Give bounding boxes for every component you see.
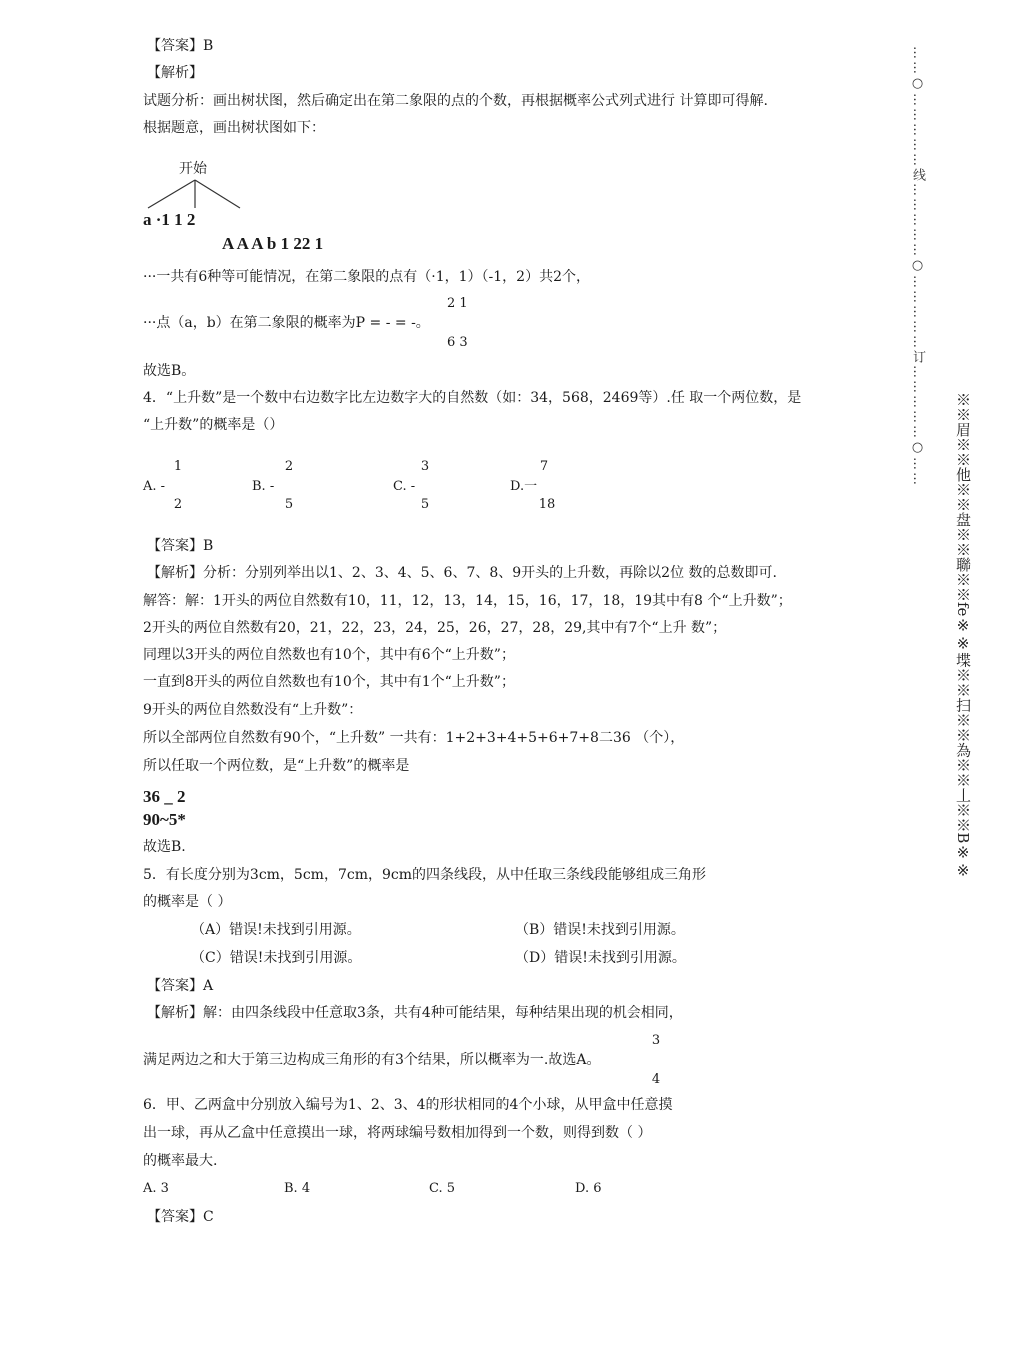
q4-conclusion: 故选B.	[143, 839, 186, 855]
vertical-watermark: ※※眉※※他※※盘※※聯※※fe※※堞※※扫※※為※※丄※※B※※	[954, 392, 972, 880]
q6-stem-line3: 的概率最大.	[143, 1153, 218, 1169]
q5-answer: 【答案】A	[147, 978, 214, 994]
q6-option-a: A. 3	[143, 1181, 169, 1196]
q5-option-d: （D）错误!未找到引用源。	[515, 950, 686, 966]
q3-fraction-denominators: 6 3	[447, 335, 468, 350]
q4-option-c-denominator: 5	[420, 497, 430, 512]
q4-solution-line: 同理以3开头的两位自然数也有10个，其中有6个“上升数”；	[143, 647, 515, 663]
q3-result-line2: ···点（a，b）在第二象限的概率为P = - = -。	[143, 315, 430, 331]
q5-option-a: （A）错误!未找到引用源。	[191, 922, 361, 938]
q4-stem-line1: 4．“上升数”是一个数中右边数字比左边数字大的自然数（如：34，568，2469等）.任 取一个两位数，是	[143, 390, 802, 406]
q6-stem-line2: 出一球，再从乙盒中任意摸出一球，将两球编号数相加得到一个数，则得到数（ ）	[143, 1125, 652, 1141]
q4-option-b-numerator: 2	[284, 459, 294, 474]
q6-option-b: B. 4	[284, 1181, 311, 1196]
q4-solution-line: 所以任取一个两位数，是“上升数”的概率是	[143, 758, 410, 774]
tree-row1: a ·1 1 2	[143, 210, 196, 229]
q3-analysis-line2: 根据题意，画出树状图如下：	[143, 120, 325, 136]
q3-conclusion: 故选B。	[143, 363, 196, 379]
q4-option-d-denominator: 18	[538, 497, 556, 512]
q5-option-b: （B）错误!未找到引用源。	[515, 922, 685, 938]
q3-result-line1: ···一共有6种等可能情况，在第二象限的点有（·1，1）（-1，2）共2个，	[143, 269, 590, 285]
q4-option-b-label: B. -	[252, 479, 275, 494]
tree-branch-right	[195, 180, 240, 208]
q5-fraction-denominator: 4	[651, 1072, 661, 1087]
tree-row2: A A A b 1 22 1	[222, 234, 324, 253]
q4-option-a-denominator: 2	[173, 497, 183, 512]
q4-option-b-denominator: 5	[284, 497, 294, 512]
q4-solution-line: 所以全部两位自然数有90个，“上升数” 一共有：1+2+3+4+5+6+7+8二36 （个），	[143, 730, 685, 746]
q3-fraction-numerators: 2 1	[447, 296, 468, 311]
q3-analysis-line1: 试题分析：画出树状图，然后确定出在第二象限的点的个数，再根据概率公式列式进行 计算即可得解.	[143, 93, 768, 109]
q5-analysis: 【解析】解：由四条线段中任意取3条，共有4种可能结果，每种结果出现的机会相同，	[147, 1005, 683, 1021]
q6-answer: 【答案】C	[147, 1209, 214, 1225]
tree-root-label: 开始	[179, 161, 207, 177]
q4-option-a-numerator: 1	[173, 459, 183, 474]
q6-stem-line1: 6．甲、乙两盒中分别放入编号为1、2、3、4的形状相同的4个小球，从甲盒中任意摸	[143, 1097, 673, 1113]
q4-solution-line: 一直到8开头的两位自然数也有10个，其中有1个“上升数”；	[143, 674, 515, 690]
q6-option-c: C. 5	[429, 1181, 456, 1196]
q5-option-c: （C）错误!未找到引用源。	[191, 950, 362, 966]
q5-fraction-numerator: 3	[651, 1033, 661, 1048]
tree-branch-left	[148, 180, 195, 208]
q4-answer: 【答案】B	[147, 538, 214, 554]
q4-analysis: 【解析】分析：分别列举出以1、2、3、4、5、6、7、8、9开头的上升数，再除以2位 数的总数即可.	[147, 565, 777, 581]
q6-option-d: D. 6	[575, 1181, 602, 1196]
q4-stem-line2: “上升数”的概率是（）	[143, 417, 284, 433]
q5-stem-line1: 5．有长度分别为3cm，5cm，7cm，9cm的四条线段，从中任取三条线段能够组成三角形	[143, 867, 706, 883]
q3-answer: 【答案】B	[147, 38, 214, 54]
q4-option-a-label: A. -	[143, 479, 166, 494]
q4-formula-line1: 36 _ 2	[143, 787, 186, 806]
binding-line-margin: ……○……………线……………○……………订……………○……	[910, 46, 925, 487]
q5-result-line: 满足两边之和大于第三边构成三角形的有3个结果，所以概率为一.故选A。	[143, 1052, 601, 1068]
q4-solution-line: 解答：解：1开头的两位自然数有10，11，12，13，14，15，16，17，18，19其中有8 个“上升数”；	[143, 593, 792, 609]
q4-option-d-label: D.一	[510, 479, 538, 494]
q4-solution-line: 2开头的两位自然数有20，21，22，23，24，25，26，27，28，29,其中有7个“上升 数”；	[143, 620, 727, 636]
q4-option-d-numerator: 7	[539, 459, 549, 474]
q4-solution-line: 9开头的两位自然数没有“上升数”：	[143, 702, 363, 718]
q4-option-c-label: C. -	[393, 479, 416, 494]
q4-option-c-numerator: 3	[420, 459, 430, 474]
q3-analysis-label: 【解析】	[147, 65, 203, 81]
q4-formula-line2: 90~5*	[143, 810, 186, 829]
q5-stem-line2: 的概率是（ ）	[143, 894, 232, 910]
